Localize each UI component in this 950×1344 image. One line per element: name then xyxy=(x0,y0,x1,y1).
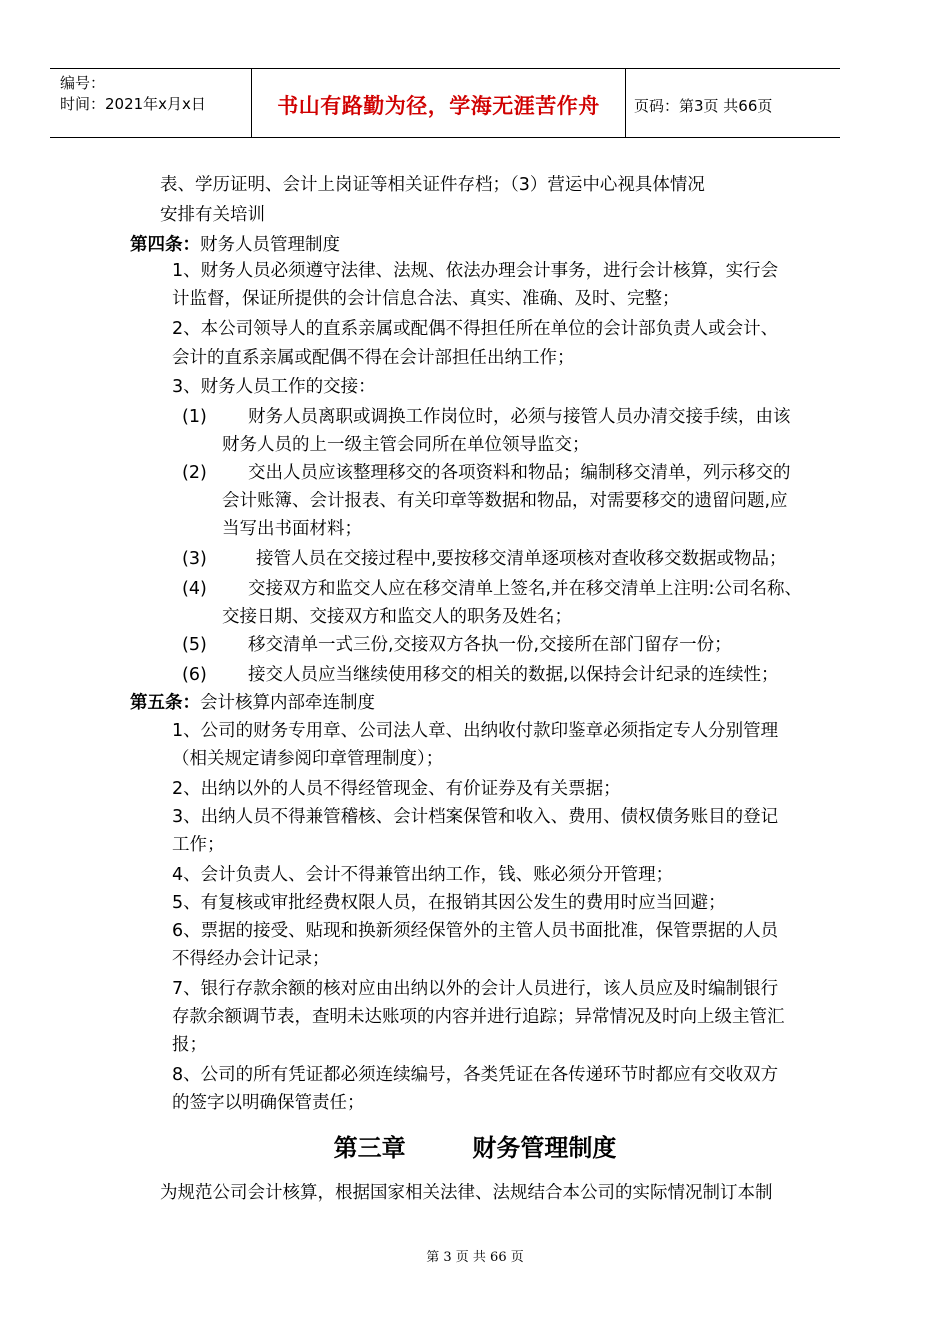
body-line: 8、公司的所有凭证都必须连续编号，各类凭证在各传递环节时都应有交收双方 xyxy=(172,1065,779,1085)
body-line: 安排有关培训 xyxy=(160,205,265,225)
body-line: 接管人员在交接过程中,要按移交清单逐项核对查收移交数据或物品； xyxy=(256,549,787,569)
header-meta xyxy=(50,69,252,137)
article-5-name: 会计核算内部牵连制度 xyxy=(200,693,375,713)
article-4-name: 财务人员管理制度 xyxy=(200,235,340,255)
body-line: 的签字以明确保管责任； xyxy=(172,1093,365,1113)
body-line: 3、出纳人员不得兼管稽核、会计档案保管和收入、费用、债权债务账目的登记 xyxy=(172,807,779,827)
article-4-heading xyxy=(130,232,340,258)
body-line: 存款余额调节表，查明未达账项的内容并进行追踪；异常情况及时向上级主管汇 xyxy=(172,1007,785,1027)
body-line: 为规范公司会计核算，根据国家相关法律、法规结合本公司的实际情况制订本制 xyxy=(160,1183,773,1203)
body-line: 表、学历证明、会计上岗证等相关证件存档；（3）营运中心视具体情况 xyxy=(160,175,705,195)
document-date: 时间：2021年x月x日 xyxy=(60,95,206,113)
article-5-number: 第五条： xyxy=(130,693,200,713)
body-line: 计监督，保证所提供的会计信息合法、真实、准确、及时、完整； xyxy=(172,289,680,309)
body-line: 移交清单一式三份,交接双方各执一份,交接所在部门留存一份； xyxy=(248,635,732,655)
sub-item-number: (6) xyxy=(182,665,207,685)
body-line: 6、票据的接受、贴现和换新须经保管外的主管人员书面批准，保管票据的人员 xyxy=(172,921,779,941)
sub-item-number: (2) xyxy=(182,463,207,483)
body-line: 报； xyxy=(172,1035,207,1055)
body-line: 财务人员离职或调换工作岗位时，必须与接管人员办清交接手续，由该 xyxy=(248,407,791,427)
sub-item-number: (4) xyxy=(182,579,207,599)
sub-item-number: (3) xyxy=(182,549,207,569)
body-line: 接交人员应当继续使用移交的相关的数据,以保持会计纪录的连续性； xyxy=(248,665,779,685)
body-line: 会计账簿、会计报表、有关印章等数据和物品，对需要移交的遗留问题,应 xyxy=(222,491,788,511)
page-header xyxy=(50,68,840,138)
page-footer: 第 3 页 共 66 页 xyxy=(426,1250,524,1265)
body-line: 工作； xyxy=(172,835,225,855)
header-page-info xyxy=(626,69,840,137)
body-line: 3、财务人员工作的交接： xyxy=(172,377,376,397)
header-motto-cell xyxy=(252,69,626,137)
body-line: 5、有复核或审批经费权限人员，在报销其因公发生的费用时应当回避； xyxy=(172,893,726,913)
body-line: 财务人员的上一级主管会同所在单位领导监交； xyxy=(222,435,590,455)
body-line: 交接双方和监交人应在移交清单上签名,并在移交清单上注明:公司名称、 xyxy=(248,579,802,599)
body-line: 1、财务人员必须遵守法律、法规、依法办理会计事务，进行会计核算，实行会 xyxy=(172,261,779,281)
body-line: 7、银行存款余额的核对应由出纳以外的会计人员进行，该人员应及时编制银行 xyxy=(172,979,779,999)
body-line: 4、会计负责人、会计不得兼管出纳工作，钱、账必须分开管理； xyxy=(172,865,674,885)
chapter-title: 第三章 财务管理制度 xyxy=(333,1134,617,1162)
body-line: 2、出纳以外的人员不得经管现金、有价证券及有关票据； xyxy=(172,779,621,799)
body-line: 不得经办会计记录； xyxy=(172,949,330,969)
document-number: 编号： xyxy=(60,74,106,92)
body-line: 1、公司的财务专用章、公司法人章、出纳收付款印鉴章必须指定专人分别管理 xyxy=(172,721,779,741)
sub-item-number: (1) xyxy=(182,407,207,427)
body-line: （相关规定请参阅印章管理制度）； xyxy=(172,749,444,769)
body-line: 交出人员应该整理移交的各项资料和物品；编制移交清单，列示移交的 xyxy=(248,463,791,483)
body-line: 2、本公司领导人的直系亲属或配偶不得担任所在单位的会计部负责人或会计、 xyxy=(172,319,779,339)
article-4-number: 第四条： xyxy=(130,235,200,255)
body-line: 交接日期、交接双方和监交人的职务及姓名； xyxy=(222,607,572,627)
article-5-heading xyxy=(130,690,375,716)
header-page-number: 页码：第3页 共66页 xyxy=(634,96,773,115)
header-motto: 书山有路勤为径，学海无涯苦作舟 xyxy=(277,94,600,118)
sub-item-number: (5) xyxy=(182,635,207,655)
body-line: 会计的直系亲属或配偶不得在会计部担任出纳工作； xyxy=(172,348,575,368)
body-line: 当写出书面材料； xyxy=(222,519,362,539)
